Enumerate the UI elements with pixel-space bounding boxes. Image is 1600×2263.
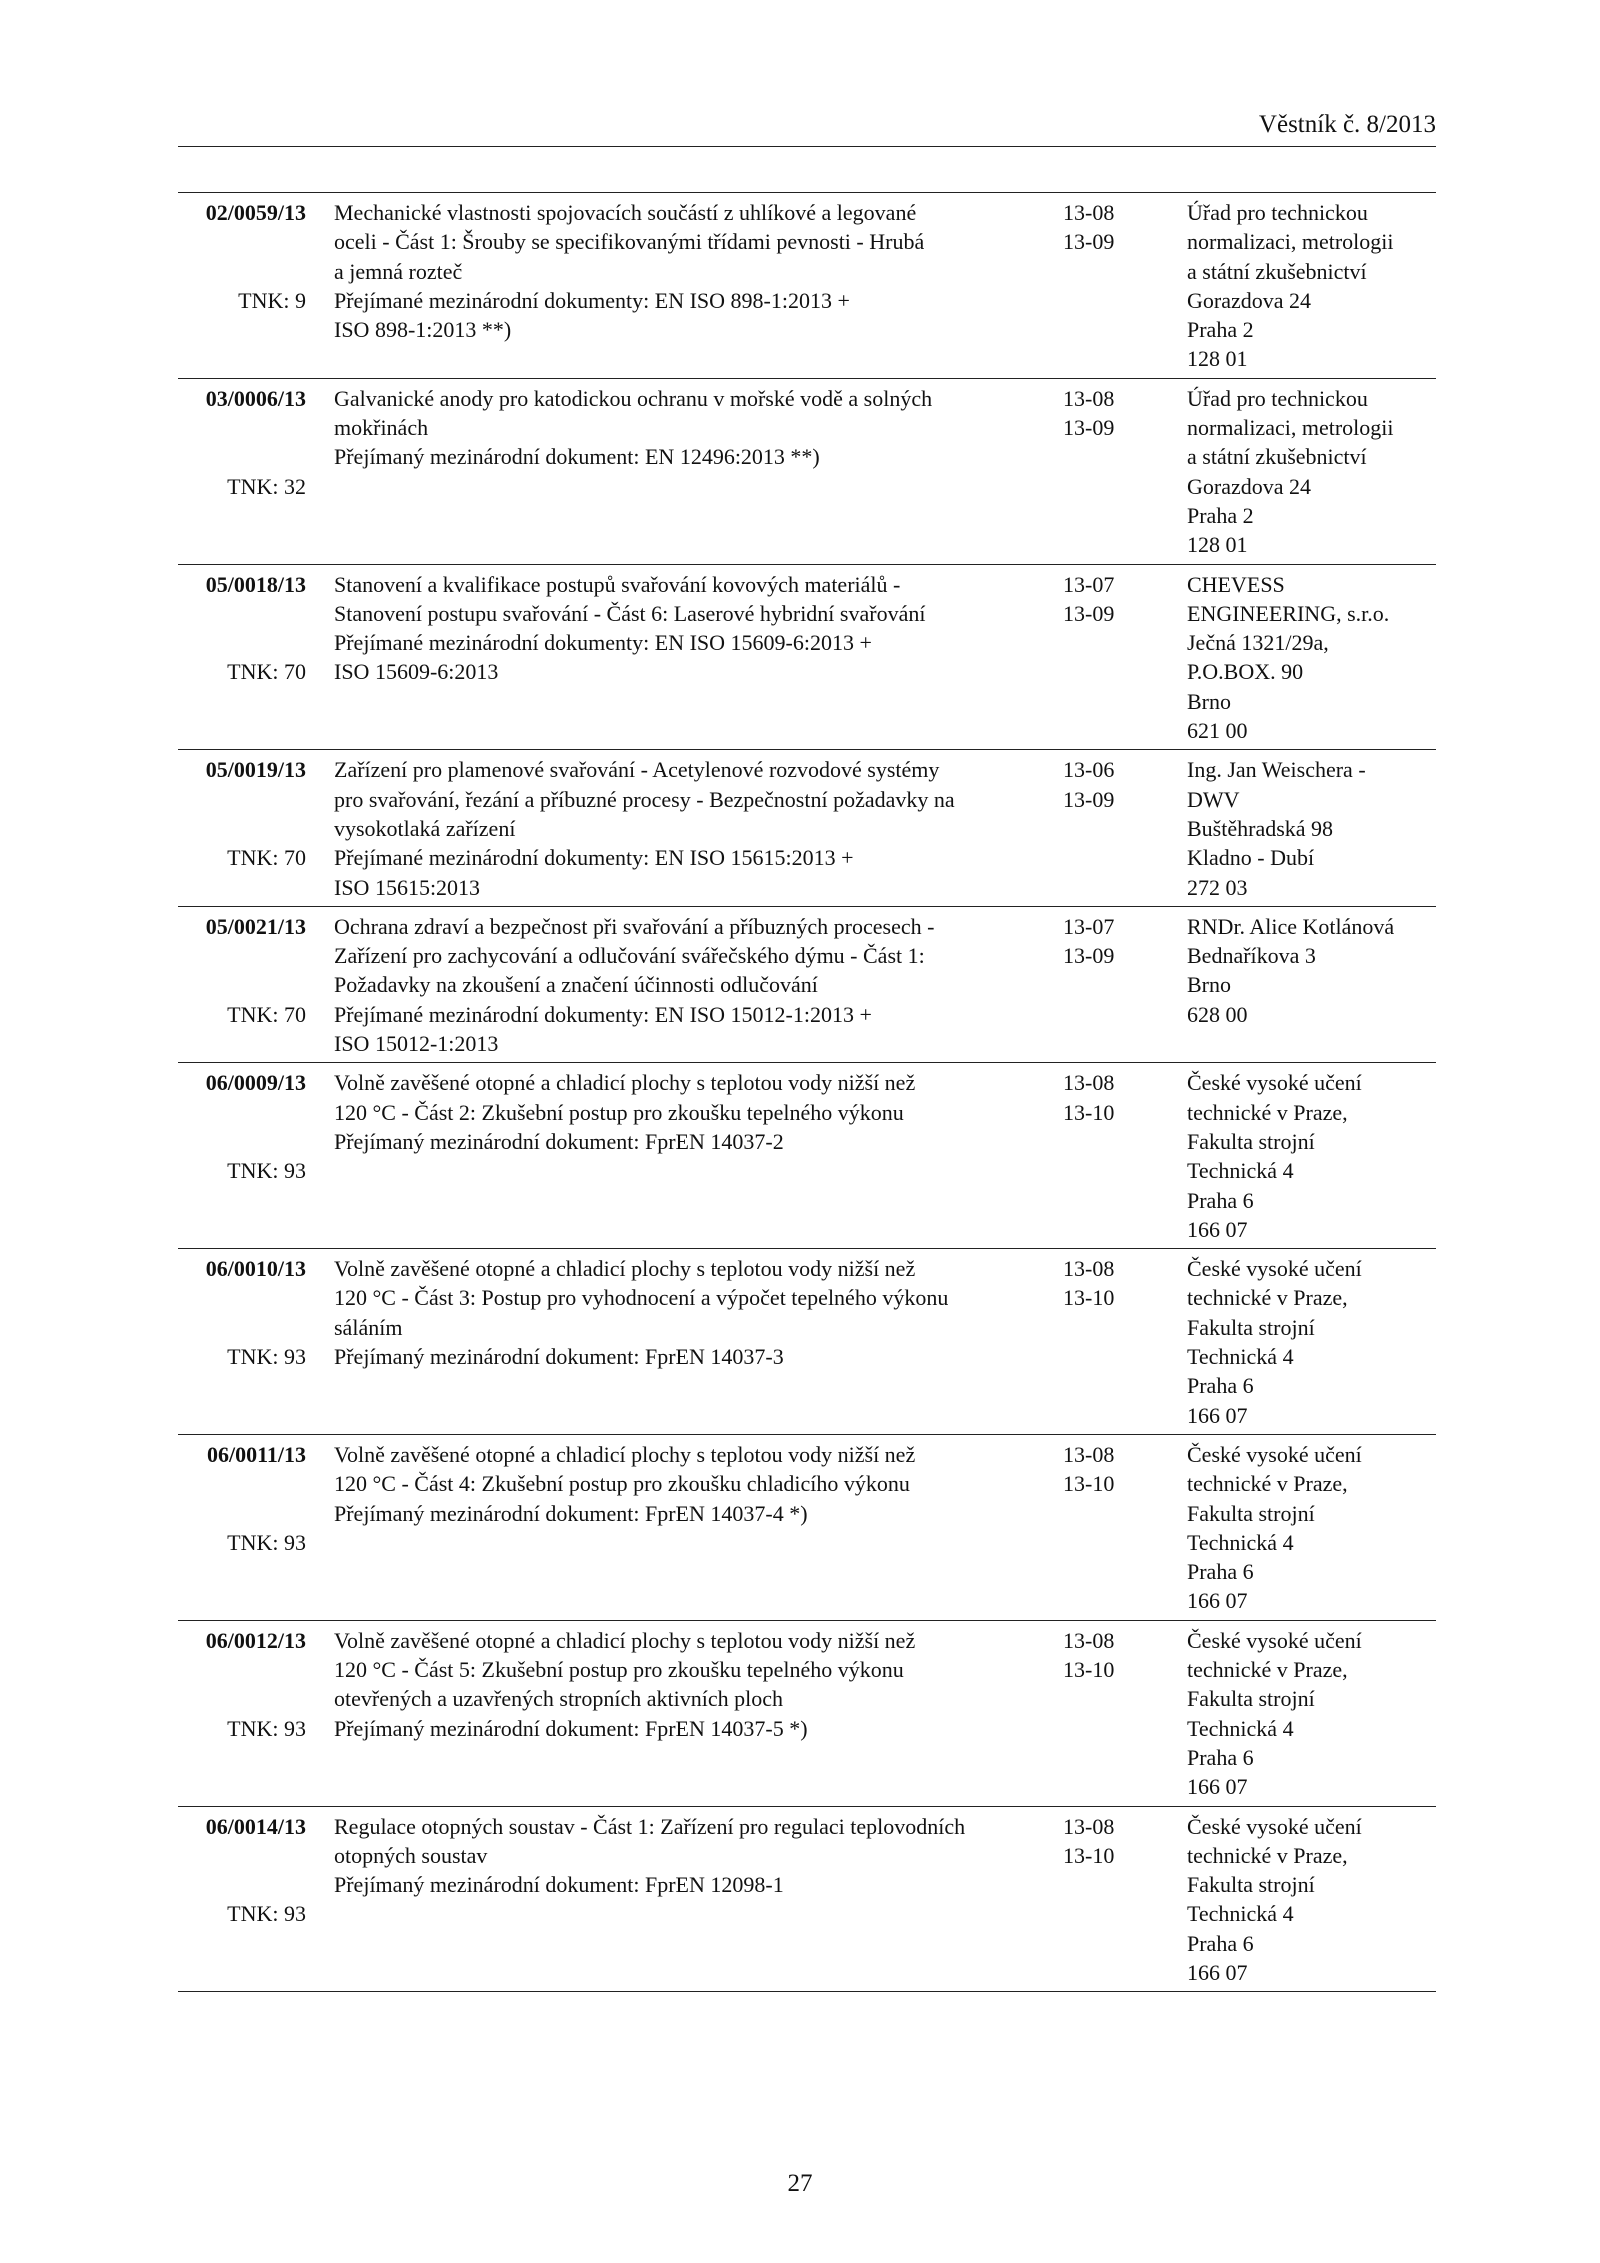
address-cell-line: Technická 4 xyxy=(1187,1344,1294,1370)
dates-cell-line: 13-09 xyxy=(1063,943,1115,969)
address-cell-line: technické v Praze, xyxy=(1187,1842,1348,1868)
description-cell-line: Volně zavěšené otopné a chladicí plochy s teplotou vody nižší než xyxy=(334,1627,916,1653)
description-cell-line: otopných soustav xyxy=(334,1842,488,1868)
address-cell-line: a státní zkušebnictví xyxy=(1187,258,1367,284)
address-cell-line: Ing. Jan Weischera - xyxy=(1187,757,1366,783)
address-cell-line: Technická 4 xyxy=(1187,1901,1294,1927)
dates-cell-line: 13-07 xyxy=(1063,571,1115,597)
code-cell xyxy=(178,1254,306,1371)
standards-table xyxy=(178,192,1436,1992)
table-row xyxy=(178,193,1436,379)
description-cell-line: Požadavky na zkoušení a značení účinnosti odlučování xyxy=(334,972,818,998)
description-cell-line: Volně zavěšené otopné a chladicí plochy s teplotou vody nižší než xyxy=(334,1256,916,1282)
description-cell xyxy=(334,1068,1029,1156)
address-cell-line: Brno xyxy=(1187,688,1231,714)
description-cell xyxy=(334,1812,1029,1900)
dates-cell-line: 13-07 xyxy=(1063,913,1115,939)
address-cell-line: 166 07 xyxy=(1187,1216,1248,1242)
description-cell-line: Zařízení pro plamenové svařování - Acetylenové rozvodové systémy xyxy=(334,757,940,783)
tnk-number: TNK: 93 xyxy=(227,1344,306,1370)
tnk-number: TNK: 70 xyxy=(227,659,306,685)
dates-cell xyxy=(1063,755,1143,814)
address-cell-line: 166 07 xyxy=(1187,1774,1248,1800)
address-cell-line: Brno xyxy=(1187,972,1231,998)
description-cell-line: Stanovení a kvalifikace postupů svařování kovových materiálů - xyxy=(334,571,901,597)
address-cell-line: Praha 2 xyxy=(1187,502,1254,528)
address-cell-line: České vysoké učení xyxy=(1187,1627,1362,1653)
dates-cell-line: 13-08 xyxy=(1063,1627,1115,1653)
address-cell-line: P.O.BOX. 90 xyxy=(1187,659,1304,685)
address-cell-line: Úřad pro technickou xyxy=(1187,200,1368,225)
table-row xyxy=(178,750,1436,907)
description-cell-line: a jemná rozteč xyxy=(334,258,463,284)
description-cell-line: vysokotlaká zařízení xyxy=(334,815,516,841)
address-cell-line: 628 00 xyxy=(1187,1001,1248,1027)
address-cell-line: ENGINEERING, s.r.o. xyxy=(1187,600,1390,626)
address-cell xyxy=(1187,384,1436,560)
description-cell-line: Přejímané mezinárodní dokumenty: EN ISO 15609-6:2013 + xyxy=(334,630,872,656)
standard-code: 06/0010/13 xyxy=(205,1256,306,1282)
dates-cell xyxy=(1063,1068,1143,1127)
address-cell xyxy=(1187,755,1436,901)
tnk-number: TNK: 93 xyxy=(227,1529,306,1555)
standard-code: 06/0014/13 xyxy=(205,1813,306,1839)
address-cell-line: Fakulta strojní xyxy=(1187,1314,1315,1340)
description-cell xyxy=(334,198,1029,344)
standard-code: 06/0009/13 xyxy=(205,1070,306,1096)
description-cell xyxy=(334,755,1029,901)
address-cell-line: Technická 4 xyxy=(1187,1158,1294,1184)
description-cell-line: 120 °C - Část 3: Postup pro vyhodnocení a výpočet tepelného výkonu xyxy=(334,1285,949,1311)
dates-cell-line: 13-10 xyxy=(1063,1471,1115,1497)
description-cell xyxy=(334,1254,1029,1371)
dates-cell-line: 13-08 xyxy=(1063,385,1115,411)
dates-cell xyxy=(1063,1440,1143,1499)
description-cell-line: Regulace otopných soustav - Část 1: Zařízení pro regulaci teplovodních xyxy=(334,1813,966,1839)
description-cell xyxy=(334,1626,1029,1743)
address-cell-line: České vysoké učení xyxy=(1187,1256,1362,1282)
address-cell-line: RNDr. Alice Kotlánová xyxy=(1187,913,1395,939)
description-cell xyxy=(334,1440,1029,1528)
standard-code: 05/0018/13 xyxy=(205,571,306,597)
address-cell xyxy=(1187,1254,1436,1430)
address-cell-line: 166 07 xyxy=(1187,1588,1248,1614)
address-cell-line: Buštěhradská 98 xyxy=(1187,815,1334,841)
description-cell-line: Mechanické vlastnosti spojovacích součástí z uhlíkové a legované xyxy=(334,200,917,225)
address-cell xyxy=(1187,912,1436,1029)
dates-cell xyxy=(1063,1254,1143,1313)
address-cell-line: normalizaci, metrologii xyxy=(1187,415,1394,441)
code-cell xyxy=(178,912,306,1029)
description-cell-line: 120 °C - Část 4: Zkušební postup pro zkoušku chladicího výkonu xyxy=(334,1471,910,1497)
description-cell-line: mokřinách xyxy=(334,415,429,441)
address-cell xyxy=(1187,570,1436,746)
address-cell-line: DWV xyxy=(1187,786,1240,812)
address-cell-line: 128 01 xyxy=(1187,532,1248,558)
page-header xyxy=(178,112,1436,147)
description-cell-line: Přejímaný mezinárodní dokument: FprEN 14037-2 xyxy=(334,1128,784,1154)
description-cell xyxy=(334,570,1029,687)
description-cell-line: Galvanické anody pro katodickou ochranu v mořské vodě a solných xyxy=(334,385,933,411)
description-cell-line: ISO 15615:2013 xyxy=(334,874,481,900)
standard-code: 06/0012/13 xyxy=(205,1627,306,1653)
table-row xyxy=(178,1063,1436,1249)
address-cell xyxy=(1187,1068,1436,1244)
journal-title: Věstník č. 8/2013 xyxy=(1258,111,1436,138)
dates-cell xyxy=(1063,384,1143,443)
code-cell xyxy=(178,1440,306,1557)
address-cell-line: Gorazdova 24 xyxy=(1187,473,1312,499)
description-cell-line: Přejímané mezinárodní dokumenty: EN ISO 898-1:2013 + xyxy=(334,287,850,313)
address-cell-line: Fakulta strojní xyxy=(1187,1500,1315,1526)
code-cell xyxy=(178,755,306,872)
address-cell-line: normalizaci, metrologii xyxy=(1187,229,1394,255)
address-cell-line: 621 00 xyxy=(1187,718,1248,744)
address-cell-line: Praha 2 xyxy=(1187,317,1254,343)
dates-cell-line: 13-08 xyxy=(1063,1256,1115,1282)
tnk-number: TNK: 93 xyxy=(227,1715,306,1741)
address-cell-line: technické v Praze, xyxy=(1187,1471,1348,1497)
table-row xyxy=(178,1621,1436,1807)
dates-cell-line: 13-09 xyxy=(1063,415,1115,441)
address-cell-line: Fakulta strojní xyxy=(1187,1686,1315,1712)
address-cell-line: Praha 6 xyxy=(1187,1930,1254,1956)
dates-cell xyxy=(1063,912,1143,971)
description-cell-line: Přejímaný mezinárodní dokument: FprEN 12098-1 xyxy=(334,1872,784,1898)
address-cell-line: Fakulta strojní xyxy=(1187,1872,1315,1898)
table-row xyxy=(178,907,1436,1064)
standard-code: 06/0011/13 xyxy=(206,1441,306,1467)
address-cell-line: 166 07 xyxy=(1187,1960,1248,1986)
description-cell-line: Zařízení pro zachycování a odlučování svářečského dýmu - Část 1: xyxy=(334,943,925,969)
code-cell xyxy=(178,1068,306,1185)
description-cell-line: Stanovení postupu svařování - Část 6: Laserové hybridní svařování xyxy=(334,600,926,626)
dates-cell-line: 13-10 xyxy=(1063,1285,1115,1311)
address-cell-line: Gorazdova 24 xyxy=(1187,287,1312,313)
code-cell xyxy=(178,1626,306,1743)
address-cell-line: CHEVESS xyxy=(1187,571,1285,597)
address-cell-line: technické v Praze, xyxy=(1187,1657,1348,1683)
dates-cell-line: 13-10 xyxy=(1063,1842,1115,1868)
description-cell-line: oceli - Část 1: Šrouby se specifikovanými třídami pevnosti - Hrubá xyxy=(334,229,925,255)
dates-cell-line: 13-09 xyxy=(1063,786,1115,812)
code-cell xyxy=(178,1812,306,1929)
dates-cell-line: 13-06 xyxy=(1063,757,1115,783)
code-cell xyxy=(178,384,306,501)
description-cell-line: Volně zavěšené otopné a chladicí plochy s teplotou vody nižší než xyxy=(334,1441,916,1467)
address-cell-line: Praha 6 xyxy=(1187,1744,1254,1770)
address-cell-line: 128 01 xyxy=(1187,346,1248,372)
address-cell-line: České vysoké učení xyxy=(1187,1441,1362,1467)
dates-cell-line: 13-09 xyxy=(1063,600,1115,626)
dates-cell-line: 13-08 xyxy=(1063,1441,1115,1467)
address-cell-line: Praha 6 xyxy=(1187,1187,1254,1213)
address-cell-line: Technická 4 xyxy=(1187,1715,1294,1741)
dates-cell-line: 13-10 xyxy=(1063,1657,1115,1683)
address-cell-line: Bednaříkova 3 xyxy=(1187,943,1316,969)
description-cell-line: otevřených a uzavřených stropních aktivních ploch xyxy=(334,1686,784,1712)
address-cell-line: Úřad pro technickou xyxy=(1187,385,1368,411)
address-cell-line: České vysoké učení xyxy=(1187,1813,1362,1839)
standard-code: 02/0059/13 xyxy=(205,200,306,225)
tnk-number: TNK: 93 xyxy=(227,1158,306,1184)
dates-cell xyxy=(1063,1626,1143,1685)
description-cell-line: 120 °C - Část 5: Zkušební postup pro zkoušku tepelného výkonu xyxy=(334,1657,904,1683)
standard-code: 03/0006/13 xyxy=(205,385,306,411)
standard-code: 05/0019/13 xyxy=(205,757,306,783)
description-cell-line: Přejímaný mezinárodní dokument: EN 12496:2013 **) xyxy=(334,444,820,470)
description-cell-line: ISO 898-1:2013 **) xyxy=(334,317,512,343)
address-cell-line: 166 07 xyxy=(1187,1402,1248,1428)
description-cell-line: sáláním xyxy=(334,1314,403,1340)
dates-cell xyxy=(1063,570,1143,629)
address-cell-line: Praha 6 xyxy=(1187,1373,1254,1399)
tnk-number: TNK: 9 xyxy=(238,287,306,313)
address-cell xyxy=(1187,1626,1436,1802)
address-cell xyxy=(1187,1812,1436,1988)
code-cell xyxy=(178,198,306,315)
table-row xyxy=(178,379,1436,565)
description-cell-line: Ochrana zdraví a bezpečnost při svařování a příbuzných procesech - xyxy=(334,913,935,939)
table-row xyxy=(178,1807,1436,1993)
table-row xyxy=(178,565,1436,751)
page-number: 27 xyxy=(787,2170,813,2197)
code-cell xyxy=(178,570,306,687)
standard-code: 05/0021/13 xyxy=(205,913,306,939)
description-cell-line: 120 °C - Část 2: Zkušební postup pro zkoušku tepelného výkonu xyxy=(334,1099,904,1125)
description-cell-line: Přejímaný mezinárodní dokument: FprEN 14037-5 *) xyxy=(334,1715,808,1741)
description-cell xyxy=(334,384,1029,472)
dates-cell-line: 13-08 xyxy=(1063,1070,1115,1096)
table-row xyxy=(178,1435,1436,1621)
description-cell-line: pro svařování, řezání a příbuzné procesy - Bezpečnostní požadavky na xyxy=(334,786,955,812)
description-cell-line: ISO 15012-1:2013 xyxy=(334,1031,499,1057)
address-cell-line: Kladno - Dubí xyxy=(1187,845,1315,871)
dates-cell-line: 13-10 xyxy=(1063,1099,1115,1125)
address-cell-line: Fakulta strojní xyxy=(1187,1128,1315,1154)
address-cell-line: technické v Praze, xyxy=(1187,1285,1348,1311)
tnk-number: TNK: 70 xyxy=(227,845,306,871)
description-cell-line: Volně zavěšené otopné a chladicí plochy s teplotou vody nižší než xyxy=(334,1070,916,1096)
description-cell-line: Přejímaný mezinárodní dokument: FprEN 14037-3 xyxy=(334,1344,784,1370)
address-cell-line: a státní zkušebnictví xyxy=(1187,444,1367,470)
description-cell-line: Přejímané mezinárodní dokumenty: EN ISO 15615:2013 + xyxy=(334,845,854,871)
tnk-number: TNK: 32 xyxy=(227,473,306,499)
address-cell xyxy=(1187,198,1436,374)
table-row xyxy=(178,1249,1436,1435)
address-cell-line: Technická 4 xyxy=(1187,1529,1294,1555)
address-cell-line: 272 03 xyxy=(1187,874,1248,900)
address-cell-line: Praha 6 xyxy=(1187,1559,1254,1585)
description-cell-line: ISO 15609-6:2013 xyxy=(334,659,499,685)
description-cell-line: Přejímaný mezinárodní dokument: FprEN 14037-4 *) xyxy=(334,1500,808,1526)
dates-cell-line: 13-08 xyxy=(1063,1813,1115,1839)
address-cell xyxy=(1187,1440,1436,1616)
address-cell-line: České vysoké učení xyxy=(1187,1070,1362,1096)
description-cell-line: Přejímané mezinárodní dokumenty: EN ISO 15012-1:2013 + xyxy=(334,1001,872,1027)
dates-cell-line: 13-08 xyxy=(1063,200,1115,225)
dates-cell xyxy=(1063,1812,1143,1871)
dates-cell-line: 13-09 xyxy=(1063,229,1115,255)
tnk-number: TNK: 93 xyxy=(227,1901,306,1927)
address-cell-line: technické v Praze, xyxy=(1187,1099,1348,1125)
dates-cell xyxy=(1063,198,1143,257)
description-cell xyxy=(334,912,1029,1058)
address-cell-line: Ječná 1321/29a, xyxy=(1187,630,1329,656)
tnk-number: TNK: 70 xyxy=(227,1001,306,1027)
